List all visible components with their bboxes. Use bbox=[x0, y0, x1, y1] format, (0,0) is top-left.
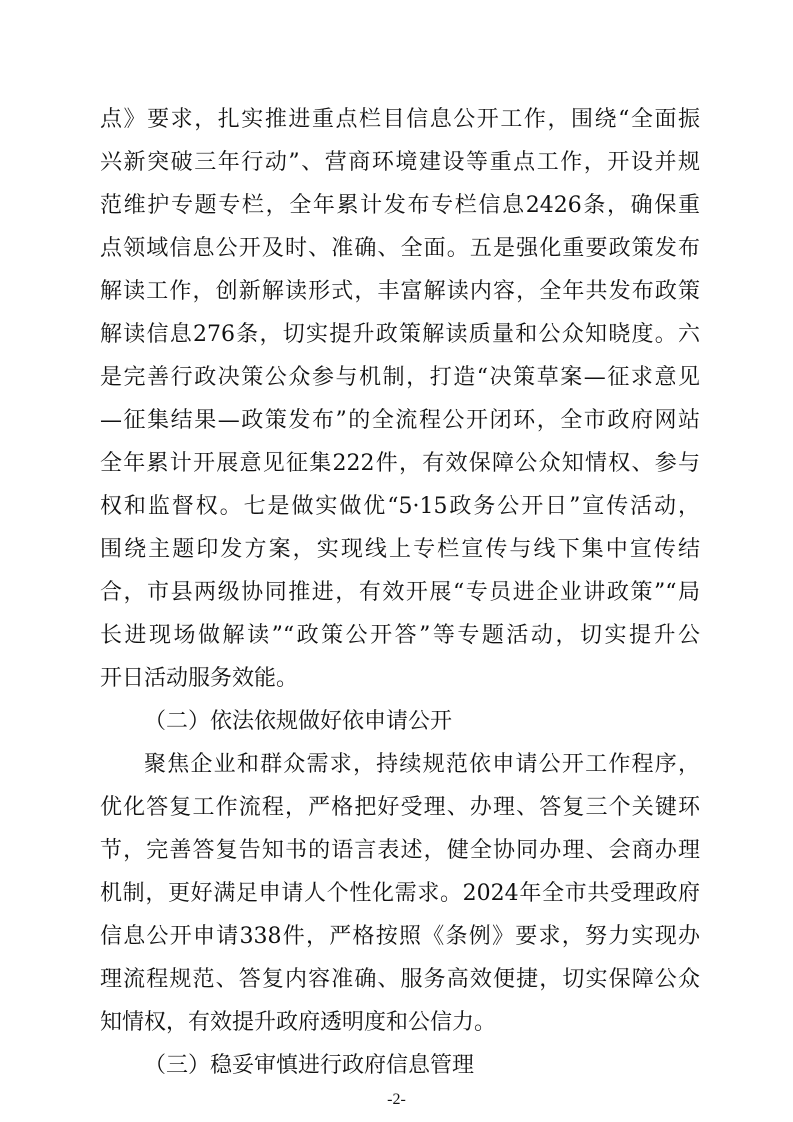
page-number: -2- bbox=[387, 1091, 406, 1108]
body-text-line: 长进现场做解读”“政策公开答”等专题活动，切实提升公 bbox=[100, 623, 700, 648]
body-text-line: 信息公开申请338件，严格按照《条例》要求，努力实现办 bbox=[100, 924, 700, 949]
body-text-line: —征集结果—政策发布”的全流程公开闭环，全市政府网站 bbox=[100, 408, 700, 433]
body-text-line: 范维护专题专栏，全年累计发布专栏信息2426条，确保重 bbox=[100, 193, 700, 218]
body-text-line: 优化答复工作流程，严格把好受理、办理、答复三个关键环 bbox=[100, 795, 700, 820]
body-text-line: 权和监督权。七是做实做优“5·15政务公开日”宣传活动， bbox=[100, 494, 700, 519]
body-text-line: 开日活动服务效能。 bbox=[100, 666, 299, 691]
body-text-line: 是完善行政决策公众参与机制，打造“决策草案—征求意见 bbox=[100, 365, 700, 390]
body-text-line: 机制，更好满足申请人个性化需求。2024年全市共受理政府 bbox=[100, 881, 700, 906]
body-text-line: 知情权，有效提升政府透明度和公信力。 bbox=[100, 1010, 497, 1035]
body-text-line: 理流程规范、答复内容准确、服务高效便捷，切实保障公众 bbox=[100, 967, 700, 992]
body-text-line: 点》要求，扎实推进重点栏目信息公开工作，围绕“全面振 bbox=[100, 107, 700, 132]
body-text-line: 聚焦企业和群众需求，持续规范依申请公开工作程序， bbox=[144, 752, 700, 777]
section-heading: （二）依法依规做好依申请公开 bbox=[144, 709, 453, 734]
body-text-line: 解读工作，创新解读形式，丰富解读内容，全年共发布政策 bbox=[100, 279, 700, 304]
body-text-line: 围绕主题印发方案，实现线上专栏宣传与线下集中宣传结 bbox=[100, 537, 700, 562]
body-text-line: 解读信息276条，切实提升政策解读质量和公众知晓度。六 bbox=[100, 322, 700, 347]
body-text-line: 合，市县两级协同推进，有效开展“专员进企业讲政策”“局 bbox=[100, 580, 700, 605]
body-text-line: 全年累计开展意见征集222件，有效保障公众知情权、参与 bbox=[100, 451, 700, 476]
body-text-line: 节，完善答复告知书的语言表述，健全协同办理、会商办理 bbox=[100, 838, 700, 863]
body-text-line: 兴新突破三年行动”、营商环境建设等重点工作，开设并规 bbox=[100, 150, 700, 175]
section-heading: （三）稳妥审慎进行政府信息管理 bbox=[144, 1053, 475, 1078]
body-text-line: 点领域信息公开及时、准确、全面。五是强化重要政策发布 bbox=[100, 236, 700, 261]
